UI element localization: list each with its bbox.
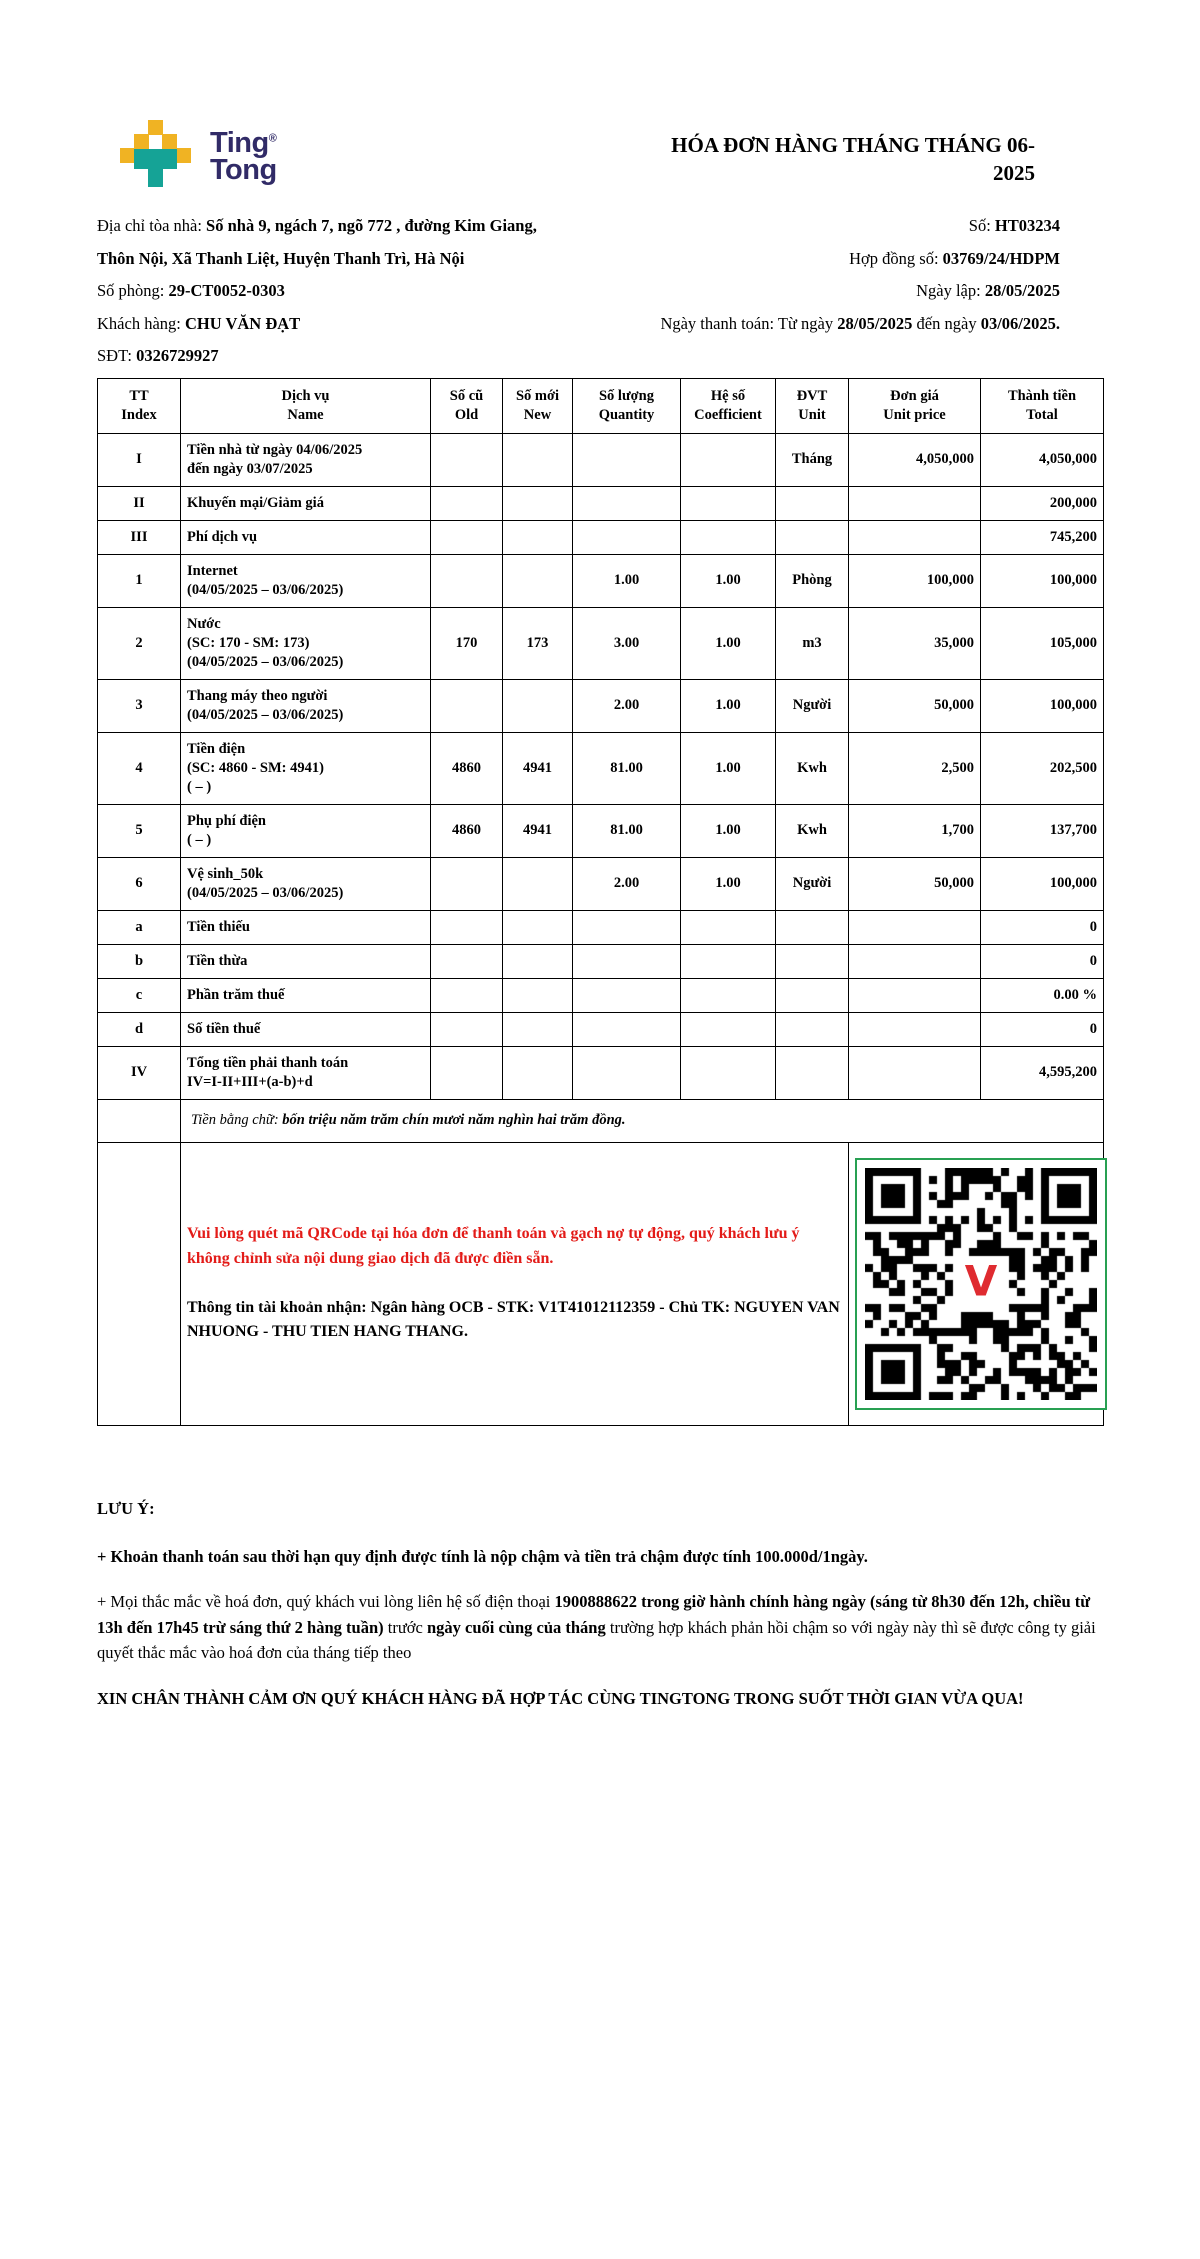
table-row bbox=[98, 857, 1104, 910]
cell-price: 50,000 bbox=[849, 679, 981, 732]
cell-new bbox=[503, 857, 573, 910]
cell-name: Thang máy theo người (04/05/2025 – 03/06/2025) bbox=[181, 679, 431, 732]
cell-coef bbox=[681, 978, 776, 1012]
column-header: Hệ số Coefficient bbox=[681, 379, 776, 434]
qr-code-cell bbox=[849, 1142, 1104, 1425]
table-row bbox=[98, 1012, 1104, 1046]
cell-new bbox=[503, 978, 573, 1012]
tingtong-logo-icon bbox=[120, 120, 190, 190]
cell-old bbox=[431, 554, 503, 607]
cell-name: Tổng tiền phải thanh toán IV=I-II+III+(a-b)+d bbox=[181, 1046, 431, 1099]
cell-qty bbox=[573, 910, 681, 944]
cell-new: 173 bbox=[503, 607, 573, 679]
cell-qty bbox=[573, 486, 681, 520]
cell-price bbox=[849, 520, 981, 554]
cell-tt: 3 bbox=[98, 679, 181, 732]
cell-qty bbox=[573, 1046, 681, 1099]
notes-heading: LƯU Ý: bbox=[97, 1499, 155, 1518]
cell-coef bbox=[681, 1012, 776, 1046]
cell-qty bbox=[573, 944, 681, 978]
thank-you-note: XIN CHÂN THÀNH CẢM ƠN QUÝ KHÁCH HÀNG ĐÃ HỢP TÁC CÙNG TINGTONG TRONG SUỐT THỜI GIAN VỪA QUA! bbox=[97, 1688, 1024, 1708]
cell-new bbox=[503, 433, 573, 486]
cell-qty: 2.00 bbox=[573, 857, 681, 910]
cell-total: 0 bbox=[981, 1012, 1104, 1046]
cell-unit bbox=[776, 1046, 849, 1099]
cell-tt: 5 bbox=[98, 804, 181, 857]
room-line: Số phòng: 29-CT0052-0303 bbox=[97, 281, 285, 300]
cell-tt: 1 bbox=[98, 554, 181, 607]
cell-unit bbox=[776, 1012, 849, 1046]
table-header-row bbox=[98, 379, 1104, 434]
cell-old: 4860 bbox=[431, 732, 503, 804]
column-header: Đơn giá Unit price bbox=[849, 379, 981, 434]
cell-tt: IV bbox=[98, 1046, 181, 1099]
cell-unit: m3 bbox=[776, 607, 849, 679]
cell-new bbox=[503, 679, 573, 732]
cell-qty bbox=[573, 1012, 681, 1046]
column-header: TT Index bbox=[98, 379, 181, 434]
cell-new bbox=[503, 520, 573, 554]
cell-total: 0.00 % bbox=[981, 978, 1104, 1012]
table-row bbox=[98, 607, 1104, 679]
cell-tt: 2 bbox=[98, 607, 181, 679]
column-header: ĐVT Unit bbox=[776, 379, 849, 434]
cell-coef bbox=[681, 486, 776, 520]
cell-tt: II bbox=[98, 486, 181, 520]
payment-period-line: Ngày thanh toán: Từ ngày 28/05/2025 đến ngày 03/06/2025. bbox=[660, 313, 1060, 333]
cell-coef: 1.00 bbox=[681, 679, 776, 732]
cell-coef: 1.00 bbox=[681, 607, 776, 679]
address-line2: Thôn Nội, Xã Thanh Liệt, Huyện Thanh Trì, Hà Nội bbox=[97, 248, 465, 268]
cell-unit bbox=[776, 520, 849, 554]
qr-instruction-text: Vui lòng quét mã QRCode tại hóa đơn để thanh toán và gạch nợ tự động, quý khách lưu ý không chỉnh sửa nội dung giao dịch đã được điền sẵn. bbox=[187, 1225, 800, 1267]
issue-date-line: Ngày lập: 28/05/2025 bbox=[916, 281, 1060, 300]
cell-old bbox=[431, 857, 503, 910]
cell-price: 4,050,000 bbox=[849, 433, 981, 486]
invoice-title: HÓA ĐƠN HÀNG THÁNG THÁNG 06- 2025 bbox=[671, 133, 1035, 186]
column-header: Thành tiền Total bbox=[981, 379, 1104, 434]
cell-name: Tiền thiếu bbox=[181, 910, 431, 944]
cell-total: 4,595,200 bbox=[981, 1046, 1104, 1099]
invoice-number-line: Số: HT03234 bbox=[968, 216, 1060, 235]
amount-in-words-label: Tiền bằng chữ: bbox=[191, 1112, 283, 1129]
contract-line: Hợp đồng số: 03769/24/HDPM bbox=[849, 248, 1060, 268]
amount-in-words-row bbox=[98, 1099, 1104, 1142]
cell-price: 50,000 bbox=[849, 857, 981, 910]
table-row bbox=[98, 944, 1104, 978]
cell-name: Nước (SC: 170 - SM: 173) (04/05/2025 – 03/06/2025) bbox=[181, 607, 431, 679]
customer-line: Khách hàng: CHU VĂN ĐẠT bbox=[97, 313, 301, 333]
cell-coef bbox=[681, 520, 776, 554]
cell-unit: Người bbox=[776, 857, 849, 910]
cell-coef bbox=[681, 910, 776, 944]
cell-old bbox=[431, 910, 503, 944]
qr-row bbox=[98, 1142, 1104, 1425]
footer-notes bbox=[97, 1496, 1105, 1731]
cell-new: 4941 bbox=[503, 732, 573, 804]
cell-total: 100,000 bbox=[981, 857, 1104, 910]
cell-unit: Người bbox=[776, 679, 849, 732]
cell-name: Số tiền thuế bbox=[181, 1012, 431, 1046]
cell-old bbox=[431, 679, 503, 732]
cell-name: Internet (04/05/2025 – 03/06/2025) bbox=[181, 554, 431, 607]
cell-coef: 1.00 bbox=[681, 804, 776, 857]
cell-name: Khuyến mại/Giảm giá bbox=[181, 486, 431, 520]
cell-name: Vệ sinh_50k (04/05/2025 – 03/06/2025) bbox=[181, 857, 431, 910]
table-row bbox=[98, 679, 1104, 732]
cell-old bbox=[431, 520, 503, 554]
invoice-table bbox=[97, 378, 1104, 1426]
cell-old bbox=[431, 978, 503, 1012]
phone-line: SĐT: 0326729927 bbox=[97, 346, 219, 365]
cell-price: 1,700 bbox=[849, 804, 981, 857]
table-row bbox=[98, 910, 1104, 944]
cell-total: 100,000 bbox=[981, 554, 1104, 607]
cell-coef bbox=[681, 944, 776, 978]
cell-total: 745,200 bbox=[981, 520, 1104, 554]
cell-new bbox=[503, 486, 573, 520]
cell-total: 202,500 bbox=[981, 732, 1104, 804]
cell-qty bbox=[573, 433, 681, 486]
cell-coef: 1.00 bbox=[681, 732, 776, 804]
cell-old bbox=[431, 1046, 503, 1099]
cell-qty: 81.00 bbox=[573, 804, 681, 857]
cell-name: Phụ phí điện ( – ) bbox=[181, 804, 431, 857]
cell-old bbox=[431, 433, 503, 486]
bank-account-text: Thông tin tài khoản nhận: Ngân hàng OCB - STK: V1T41012112359 - Chủ TK: NGUYEN VAN NHUONG - THU TIEN HANG THANG. bbox=[187, 1298, 840, 1341]
cell-price bbox=[849, 978, 981, 1012]
cell-total: 105,000 bbox=[981, 607, 1104, 679]
cell-tt: III bbox=[98, 520, 181, 554]
table-row bbox=[98, 978, 1104, 1012]
cell-price: 100,000 bbox=[849, 554, 981, 607]
amount-in-words-cell bbox=[181, 1099, 1104, 1142]
cell-total: 0 bbox=[981, 944, 1104, 978]
late-payment-note: + Khoản thanh toán sau thời hạn quy định được tính là nộp chậm và tiền trả chậm được tính 100.000d/1ngày. bbox=[97, 1546, 868, 1566]
amount-in-words-value: bốn triệu năm trăm chín mươi năm nghìn hai trăm đồng. bbox=[282, 1112, 626, 1129]
cell-total: 200,000 bbox=[981, 486, 1104, 520]
cell-new bbox=[503, 910, 573, 944]
table-row bbox=[98, 520, 1104, 554]
building-info bbox=[97, 210, 537, 373]
cell-new bbox=[503, 1046, 573, 1099]
cell-price bbox=[849, 1012, 981, 1046]
cell-unit bbox=[776, 910, 849, 944]
table-row bbox=[98, 554, 1104, 607]
cell-total: 100,000 bbox=[981, 679, 1104, 732]
qr-code bbox=[855, 1158, 1107, 1410]
cell-coef: 1.00 bbox=[681, 857, 776, 910]
cell-old bbox=[431, 1012, 503, 1046]
cell-old: 4860 bbox=[431, 804, 503, 857]
cell-unit bbox=[776, 978, 849, 1012]
cell-qty: 3.00 bbox=[573, 607, 681, 679]
cell-old bbox=[431, 486, 503, 520]
cell-total: 4,050,000 bbox=[981, 433, 1104, 486]
cell-coef: 1.00 bbox=[681, 554, 776, 607]
cell-new bbox=[503, 944, 573, 978]
hotline-note: + Mọi thắc mắc về hoá đơn, quý khách vui lòng liên hệ số điện thoại 1900888622 trong giờ hành chính hàng ngày (sáng từ 8h30 đến 12h, chiều từ 13h đến 17h45 trừ sáng thứ 2 hàng tuần) trước ngày cuối cùng của tháng trường hợp khách phản hồi chậm so với ngày này thì sẽ được công ty giải quyết thắc mắc vào hoá đơn của tháng tiếp theo bbox=[97, 1592, 1096, 1663]
qr-center-v-logo: V bbox=[964, 1256, 998, 1306]
empty-cell bbox=[98, 1099, 181, 1142]
cell-tt: 6 bbox=[98, 857, 181, 910]
cell-old: 170 bbox=[431, 607, 503, 679]
cell-tt: b bbox=[98, 944, 181, 978]
cell-tt: I bbox=[98, 433, 181, 486]
cell-price: 35,000 bbox=[849, 607, 981, 679]
empty-cell bbox=[98, 1142, 181, 1425]
cell-tt: c bbox=[98, 978, 181, 1012]
table-row bbox=[98, 1046, 1104, 1099]
cell-qty bbox=[573, 978, 681, 1012]
cell-new: 4941 bbox=[503, 804, 573, 857]
column-header: Số lượng Quantity bbox=[573, 379, 681, 434]
cell-tt: d bbox=[98, 1012, 181, 1046]
cell-coef bbox=[681, 1046, 776, 1099]
cell-new bbox=[503, 1012, 573, 1046]
column-header: Số mới New bbox=[503, 379, 573, 434]
column-header: Số cũ Old bbox=[431, 379, 503, 434]
cell-price bbox=[849, 910, 981, 944]
table-row bbox=[98, 732, 1104, 804]
column-header: Dịch vụ Name bbox=[181, 379, 431, 434]
cell-price bbox=[849, 1046, 981, 1099]
table-row bbox=[98, 804, 1104, 857]
table-row bbox=[98, 486, 1104, 520]
cell-unit: Kwh bbox=[776, 804, 849, 857]
cell-name: Phí dịch vụ bbox=[181, 520, 431, 554]
cell-qty: 81.00 bbox=[573, 732, 681, 804]
payment-instructions-cell bbox=[181, 1142, 849, 1425]
cell-tt: 4 bbox=[98, 732, 181, 804]
cell-total: 137,700 bbox=[981, 804, 1104, 857]
cell-price: 2,500 bbox=[849, 732, 981, 804]
cell-unit: Kwh bbox=[776, 732, 849, 804]
address-line: Địa chỉ tòa nhà: Số nhà 9, ngách 7, ngõ 772 , đường Kim Giang, bbox=[97, 216, 537, 235]
cell-qty: 2.00 bbox=[573, 679, 681, 732]
cell-price bbox=[849, 486, 981, 520]
cell-unit bbox=[776, 486, 849, 520]
cell-unit: Tháng bbox=[776, 433, 849, 486]
cell-coef bbox=[681, 433, 776, 486]
cell-unit: Phòng bbox=[776, 554, 849, 607]
cell-old bbox=[431, 944, 503, 978]
invoice-meta bbox=[660, 210, 1060, 340]
cell-name: Phần trăm thuế bbox=[181, 978, 431, 1012]
cell-price bbox=[849, 944, 981, 978]
cell-unit bbox=[776, 944, 849, 978]
cell-name: Tiền nhà từ ngày 04/06/2025 đến ngày 03/07/2025 bbox=[181, 433, 431, 486]
cell-name: Tiền điện (SC: 4860 - SM: 4941) ( – ) bbox=[181, 732, 431, 804]
cell-tt: a bbox=[98, 910, 181, 944]
cell-new bbox=[503, 554, 573, 607]
table-row bbox=[98, 433, 1104, 486]
tingtong-logo bbox=[120, 120, 277, 190]
cell-qty: 1.00 bbox=[573, 554, 681, 607]
cell-total: 0 bbox=[981, 910, 1104, 944]
cell-qty bbox=[573, 520, 681, 554]
tingtong-logo-text: Ting® Tong bbox=[210, 127, 277, 186]
cell-name: Tiền thừa bbox=[181, 944, 431, 978]
